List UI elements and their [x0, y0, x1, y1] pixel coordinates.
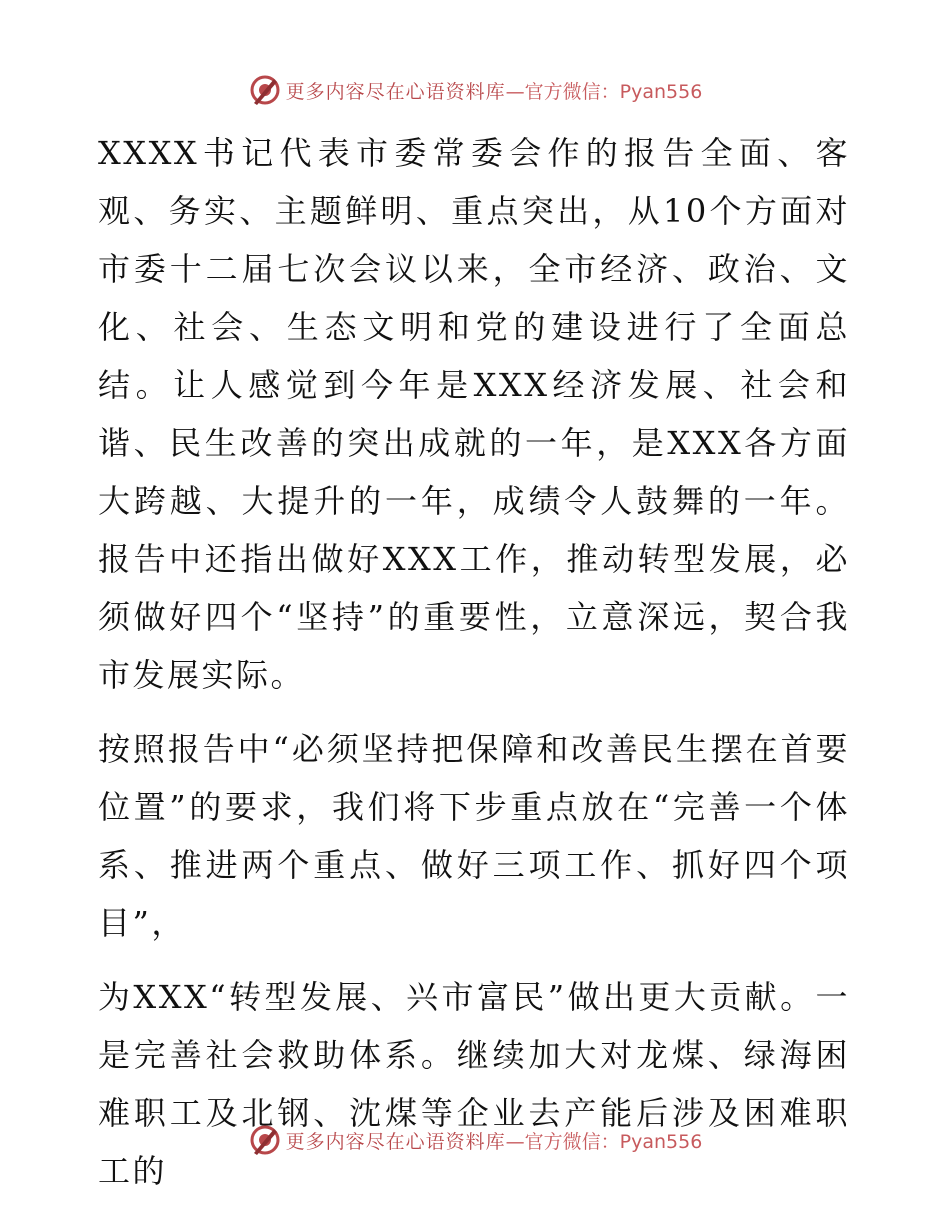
header-watermark [0, 70, 950, 110]
pen-logo-icon [248, 73, 282, 107]
paragraph-3: 为XXX“转型发展、兴市富民”做出更大贡献。一是完善社会救助体系。继续加大对龙煤、绿海困难职工及北钢、沈煤等企业去产能后涉及困难职工的 [98, 978, 850, 1190]
footer-watermark [0, 1120, 950, 1160]
paragraph-1: XXXX书记代表市委常委会作的报告全面、客观、务实、主题鲜明、重点突出，从10个方面对市委十二届七次会议以来，全市经济、政治、文化、社会、生态文明和党的建设进行了全面总结。让人感觉到今年是XXX经济发展、社会和谐、民生改善的突出成就的一年，是XXX各方面大跨越、大提升的一年，成绩令人鼓舞的一年。报告中还指出做好XXX工作，推动转型发展，必须做好四个“坚持”的重要性，立意深远，契合我市发展实际。 [98, 134, 850, 694]
paragraph-2: 按照报告中“必须坚持把保障和改善民生摆在首要位置”的要求，我们将下步重点放在“完善一个体系、推进两个重点、做好三项工作、抓好四个项目”， [98, 730, 850, 942]
document-body [98, 124, 850, 1216]
footer-contact-text: —官方微信：Pyan556 [505, 1130, 703, 1153]
header-contact-text: —官方微信：Pyan556 [505, 80, 703, 103]
pen-logo-icon [248, 1123, 282, 1157]
header-brand-text: 更多内容尽在心语资料库 [285, 80, 506, 103]
footer-brand-text: 更多内容尽在心语资料库 [285, 1130, 506, 1153]
